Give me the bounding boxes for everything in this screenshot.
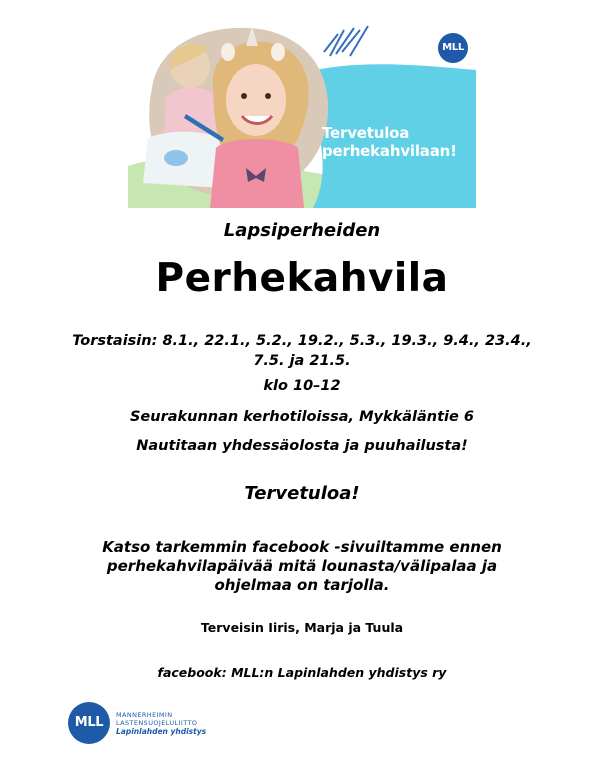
footer-logo bbox=[68, 702, 268, 746]
banner-headline bbox=[322, 124, 472, 160]
event-dates: Torstaisin: 8.1., 22.1., 5.2., 19.2., 5.3., 19.3., 9.4., 23.4., 7.5. ja 21.5. bbox=[72, 333, 532, 369]
event-time: klo 10–12 bbox=[263, 378, 341, 394]
banner-headline-line1: Tervetuloa bbox=[322, 124, 410, 142]
child-shirt bbox=[210, 139, 304, 208]
facebook-text: facebook: MLL:n Lapinlahden yhdistys ry bbox=[157, 665, 447, 680]
mll-footer-badge: MLL bbox=[68, 702, 110, 744]
event-place: Seurakunnan kerhotiloissa, Mykkäläntie 6 bbox=[129, 409, 474, 425]
child-face bbox=[226, 64, 286, 136]
footer-org-name bbox=[116, 711, 266, 737]
event-tagline: Nautitaan yhdessäolosta ja puuhailusta! bbox=[136, 438, 468, 454]
info-paragraph: Katso tarkemmin facebook -sivuiltamme ennen perhekahvilapäivää mitä lounasta/välipalaa ja ohjelmaa on tarjolla. bbox=[102, 538, 502, 594]
footer-org-line1: MANNERHEIMIN bbox=[116, 711, 173, 719]
decorative-scribble-icon bbox=[320, 22, 380, 62]
event-subtitle: Lapsiperheiden bbox=[223, 220, 381, 241]
footer-org-sub: Lapinlahden yhdistys bbox=[116, 727, 207, 736]
greeting-text: Terveisin Iiris, Marja ja Tuula bbox=[200, 620, 404, 635]
banner bbox=[128, 18, 476, 208]
welcome-text: Tervetuloa! bbox=[244, 483, 360, 504]
banner-headline-line2: perhekahvilaan! bbox=[322, 142, 457, 160]
event-title: Perhekahvila bbox=[155, 256, 449, 301]
mll-logo-badge: MLL bbox=[438, 33, 468, 63]
banner-illustration bbox=[128, 18, 476, 208]
footer-org-line2: LASTENSUOJELULIITTO bbox=[116, 719, 198, 727]
